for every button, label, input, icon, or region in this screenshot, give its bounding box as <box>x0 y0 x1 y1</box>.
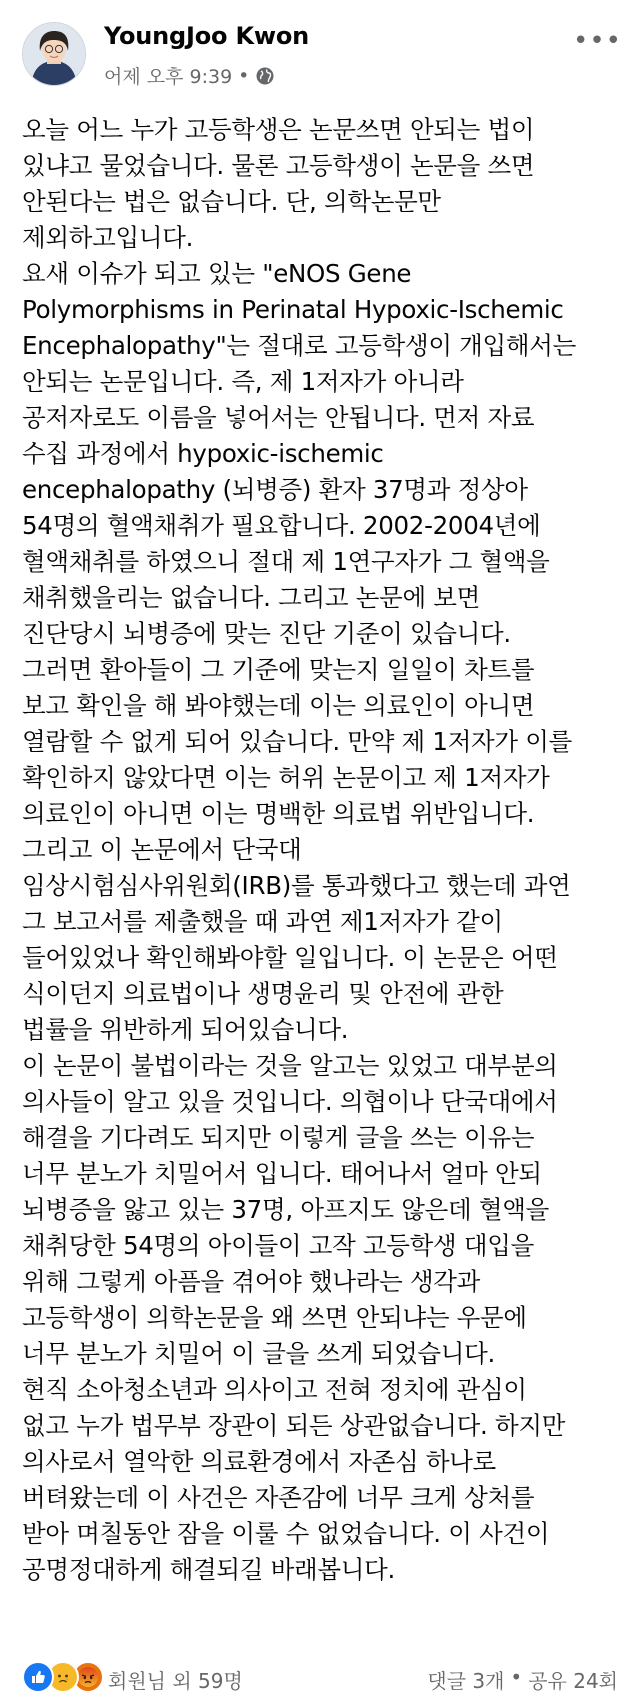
author-name[interactable]: YoungJoo Kwon <box>104 22 310 50</box>
comments-count[interactable]: 댓글 3개 <box>427 1669 505 1693</box>
globe-icon <box>255 66 275 86</box>
stats-separator: • <box>510 1665 523 1689</box>
meta-separator: • <box>238 64 250 87</box>
post-time[interactable]: 어제 오후 9:39 <box>104 66 233 88</box>
post-footer <box>0 1655 640 1699</box>
post-stats <box>427 1665 618 1694</box>
more-dots-icon[interactable]: ••• <box>572 26 622 56</box>
post-header <box>0 0 640 100</box>
like-icon <box>22 1661 54 1693</box>
post-meta <box>104 62 275 89</box>
reaction-icons[interactable] <box>22 1661 97 1693</box>
avatar-photo <box>23 23 85 85</box>
author-avatar[interactable] <box>22 22 86 86</box>
reactions-count[interactable]: 회원님 외 59명 <box>108 1669 243 1693</box>
shares-count[interactable]: 공유 24회 <box>528 1669 618 1693</box>
post-body-text: 오늘 어느 누가 고등학생은 논문쓰면 안되는 법이 있냐고 물었습니다. 물론 고등학생이 논문을 쓰면 안된다는 법은 없습니다. 단, 의학논문만 제외하고입니다. 요새 이슈가 되고 있는 "eNOS Gene Polymorphisms in Perinatal Hypoxic-Ischemic Encephalopathy"는 절대로 고등학생이 개입해서는 안되는 논문입니다. 즉, 제 1저자가 아니라 공저자로도 이름을 넣어서는 안됩니다. 먼저 자료 수집 과정에서 hypoxic-ischemic encephalopathy (뇌병증) 환자 37명과 정상아 54명의 혈액채취가 필요합니다. 2002-2004년에 혈액채취를 하였으니 절대 제 1연구자가 그 혈액을 채취했을리는 없습니다. 그리고 논문에 보면 진단당시 뇌병증에 맞는 진단 기준이 있습니다. 그러면 환아들이 그 기준에 맞는지 일일이 차트를 보고 확인을 해 봐야했는데 이는 의료인이 아니면 열람할 수 없게 되어 있습니다. 만약 제 1저자가 이를 확인하지 않았다면 이는 허위 논문이고 제 1저자가 의료인이 아니면 이는 명백한 의료법 위반입니다. 그리고 이 논문에서 단국대 임상시험심사위원회(IRB)를 통과했다고 했는데 과연 그 보고서를 제출했을 때 과연 제1저자가 같이 들어있었나 확인해봐야할 일입니다. 이 논문은 어떤 식이던지 의료법이나 생명윤리 및 안전에 관한 법률을 위반하게 되어있습니다. 이 논문이 불법이라는 것을 알고는 있었고 대부분의 의사들이 알고 있을 것입니다. 의협이나 단국대에서 해결을 기다려도 되지만 이렇게 글을 쓰는 이유는 너무 분노가 치밀어서 입니다. 태어나서 얼마 안되 뇌병증을 앓고 있는 37명, 아프지도 않은데 혈액을 채취당한 54명의 아이들이 고작 고등학생 대입을 위해 그렇게 아픔을 겪어야 했나라는 생각과 고등학생이 의학논문을 왜 쓰면 안되냐는 우문에 너무 분노가 치밀어 이 글을 쓰게 되었습니다. 현직 소아청소년과 의사이고 전혀 정치에 관심이 없고 누가 법무부 장관이 되든 상관없습니다. 하지만 의사로서 열악한 의료환경에서 자존심 하나로 버텨왔는데 이 사건은 자존감에 너무 크게 상처를 받아 며칠동안 잠을 이룰 수 없었습니다. 이 사건이 공명정대하게 해결되길 바래봅니다. <box>22 115 577 1584</box>
